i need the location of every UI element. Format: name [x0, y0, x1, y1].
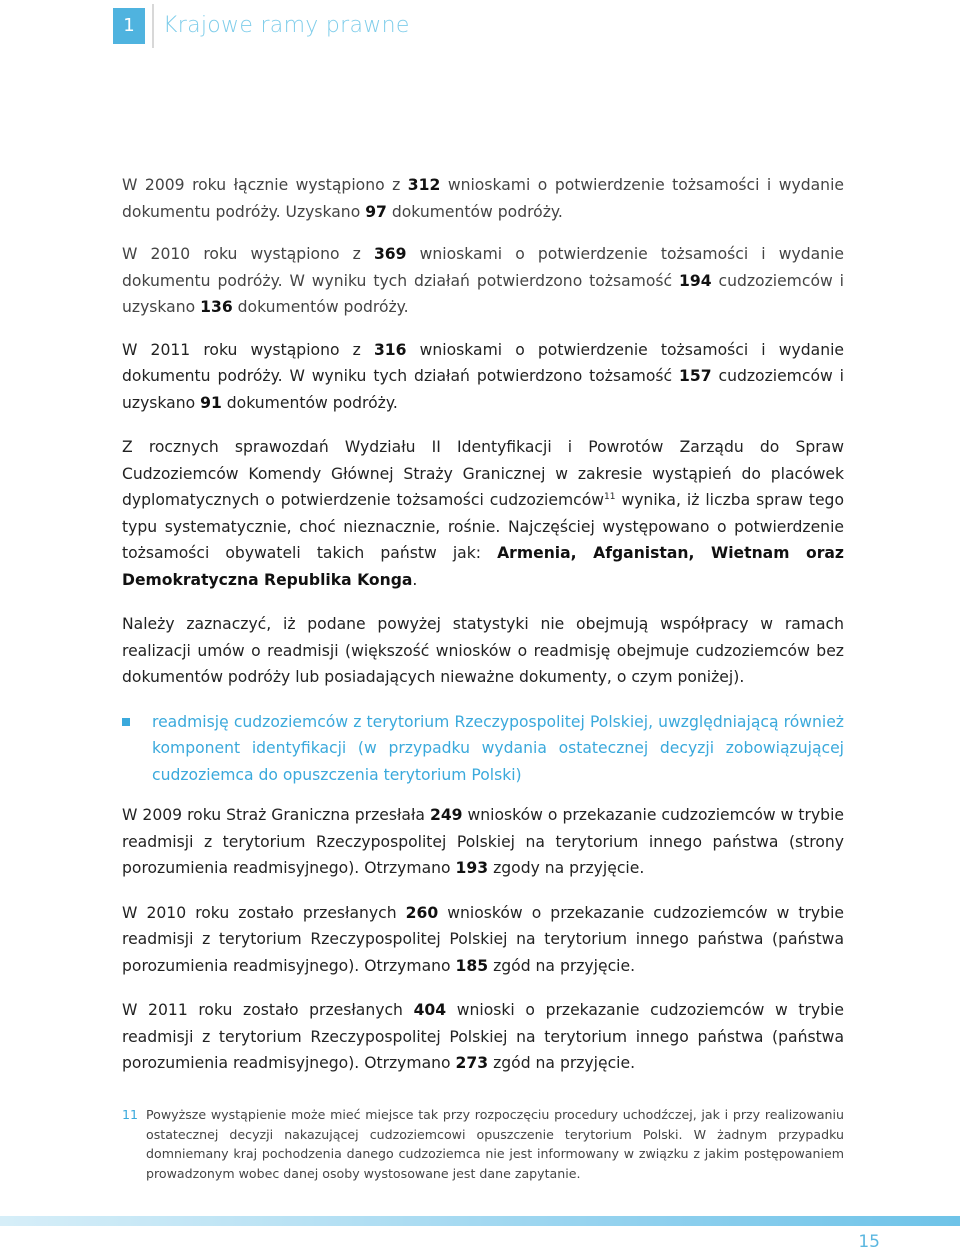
paragraph-2011-readmission: W 2011 roku zostało przesłanych 404 wnioski o przekazanie cudzoziemców w trybie readmisji z terytorium Rzeczypospolitej Polskiej na terytorium innego państwa (państwa porozumienia readmisyjnego). Otrzymano 273 zgód na przyjęcie.	[122, 1001, 844, 1072]
bullet-text: readmisję cudzoziemców z terytorium Rzeczypospolitej Polskiej, uwzględniającą również komponent identyfikacji (w przypadku wydania ostatecznej decyzji zobowiązującej cudzoziemca do opuszczenia terytorium Polski)	[152, 712, 844, 784]
paragraph-annual-reports: Z rocznych sprawozdań Wydziału II Identyfikacji i Powrotów Zarządu do Spraw Cudzoziemców Komendy Głównej Straży Granicznej w zakresie wystąpień do placówek dyplomatycznych o potwierdzenie tożsamości cudzoziemców$^{11}$ wynika, iż liczba spraw tego typu systematycznie, choć nieznacznie, rośnie. Najczęściej występowano o potwierdzenie tożsamości obywateli takich państw jak: Armenia, Afganistan, Wietnam oraz Demokratyczna Republika Konga.	[122, 438, 845, 589]
page-number: 15	[858, 1232, 880, 1252]
footnote-reference: 11	[604, 492, 616, 502]
countries-list: Armenia, Afganistan, Wietnam oraz Demokratyczna Republika Konga	[122, 544, 845, 589]
paragraph-2011-identification: W 2011 roku wystąpiono z 316 wnioskami o potwierdzenie tożsamości i wydanie dokumentu podróży. W wyniku tych działań potwierdzono tożsamość 157 cudzoziemców i uzyskano 91 dokumentów podróży.	[122, 340, 845, 412]
footnote	[122, 1105, 844, 1183]
paragraph-2009-readmission: W 2009 roku Straż Graniczna przesłała 249 wniosków o przekazanie cudzoziemców w trybie readmisji z terytorium Rzeczypospolitej Polskiej na terytorium innego państwa (strony porozumienia readmisyjnego). Otrzymano 193 zgody na przyjęcie.	[122, 806, 845, 877]
paragraph-2009-identification: W 2009 roku łącznie wystąpiono z 312 wnioskami o potwierdzenie tożsamości i wydanie dokumentu podróży. Uzyskano 97 dokumentów podróży.	[122, 176, 844, 221]
chapter-number-badge: 1	[113, 8, 145, 44]
paragraph-statistics-note: Należy zaznaczyć, iż podane powyżej statystyki nie obejmują współpracy w ramach realizacji umów o readmisji (większość wniosków o readmisję obejmuje cudzoziemców bez dokumentów podróży lub posiadających nieważne dokumenty, o czym poniżej).	[122, 615, 844, 686]
square-bullet-icon	[122, 718, 130, 726]
paragraph-2010-identification: W 2010 roku wystąpiono z 369 wnioskami o potwierdzenie tożsamości i wydanie dokumentu podróży. W wyniku tych działań potwierdzono tożsamość 194 cudzoziemców i uzyskano 136 dokumentów podróży.	[122, 245, 845, 316]
chapter-title: Krajowe ramy prawne	[163, 13, 410, 38]
footnote-text: Powyższe wystąpienie może mieć miejsce tak przy rozpoczęciu procedury uchodźczej, jak i przy realizowaniu ostatecznej decyzji nakazującej cudzoziemcowi opuszczenie terytorium Polski. W żadnym przypadku domniemany kraj pochodzenia danego cudzoziemca nie jest informowany w związku z jakim postępowaniem prowadzonym wobec danej osoby wystosowane jest dane zapytanie.	[146, 1107, 844, 1181]
header-divider	[152, 4, 154, 48]
bullet-readmission	[122, 709, 844, 789]
bottom-decorative-bar	[0, 1216, 960, 1226]
paragraph-2010-readmission: W 2010 roku zostało przesłanych 260 wniosków o przekazanie cudzoziemców w trybie readmisji z terytorium Rzeczypospolitej Polskiej na terytorium innego państwa (państwa porozumienia readmisyjnego). Otrzymano 185 zgód na przyjęcie.	[122, 903, 844, 975]
footnote-number: 11	[122, 1107, 139, 1122]
main-content	[122, 172, 844, 1095]
